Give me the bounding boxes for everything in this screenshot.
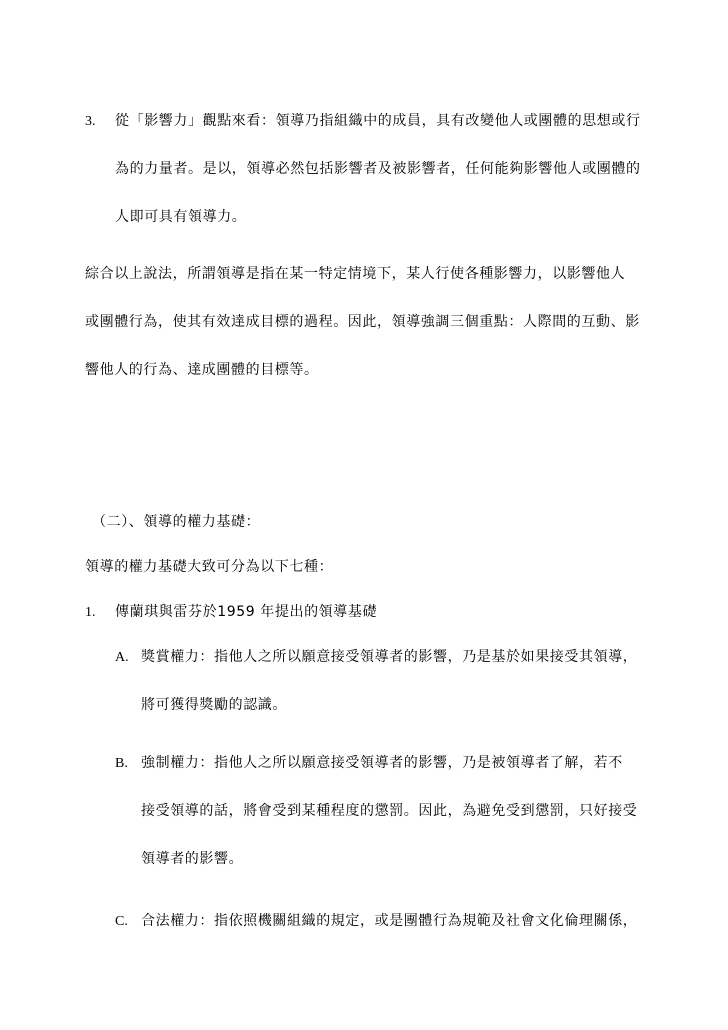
- sub-item-b: [115, 754, 650, 898]
- numbered-item-3: [85, 112, 650, 256]
- summary-paragraph-line-1: 綜合以上說法，所謂領導是指在某一特定情境下，某人行使各種影響力，以影響他人: [85, 266, 626, 282]
- numbered-item-1-text: 傳蘭琪與雷芬於1959 年提出的領導基礎: [115, 604, 378, 620]
- section-intro: 領導的權力基礎大致可分為以下七種：: [85, 559, 334, 575]
- sub-item-b-line-1: [115, 754, 650, 802]
- sub-item-b-line-3: 領導者的影響。: [141, 851, 244, 867]
- sub-item-a-line-2: 將可獲得獎勵的認識。: [141, 697, 287, 713]
- list-marker-3: 3.: [85, 114, 96, 129]
- summary-paragraph-line-3: 響他人的行為、達成團體的目標等。: [85, 362, 319, 378]
- numbered-item-3-line-3: 人即可具有領導力。: [115, 209, 247, 225]
- numbered-item-3-line-1: [85, 112, 650, 160]
- sub-item-b-line-2: 接受領導的話，將會受到某種程度的懲罰。因此，為避免受到懲罰，只好接受: [141, 803, 638, 819]
- numbered-item-3-text: 從「影響力」觀點來看：領導乃指組織中的成員，具有改變他人或團體的思想或行: [115, 113, 641, 129]
- list-marker-c: C.: [115, 914, 128, 929]
- summary-paragraph: [85, 265, 650, 409]
- list-marker-a: A.: [115, 650, 129, 665]
- section-heading: （二）、領導的權力基礎：: [92, 514, 261, 530]
- list-marker-b: B.: [115, 756, 128, 771]
- numbered-item-3-line-2: 為的力量者。是以，領導必然包括影響者及被影響者，任何能夠影響他人或團體的: [115, 161, 641, 177]
- sub-item-a-line-1: [115, 648, 650, 696]
- sub-item-a-text: 獎賞權力：指他人之所以願意接受領導者的影響，乃是基於如果接受其領導，: [141, 649, 638, 665]
- summary-paragraph-line-2: 或團體行為，使其有效達成目標的過程。因此，領導強調三個重點：人際間的互動、影: [85, 314, 640, 330]
- sub-item-c-text: 合法權力：指依照機關組織的規定，或是團體行為規範及社會文化倫理關係，: [141, 913, 638, 929]
- numbered-item-1: [85, 603, 650, 648]
- sub-item-c: [115, 912, 650, 960]
- sub-item-c-line-1: [115, 912, 650, 960]
- sub-item-b-text: 強制權力：指他人之所以願意接受領導者的影響，乃是被領導者了解，若不: [141, 755, 623, 771]
- list-marker-1: 1.: [85, 605, 96, 620]
- sub-item-a: [115, 648, 650, 744]
